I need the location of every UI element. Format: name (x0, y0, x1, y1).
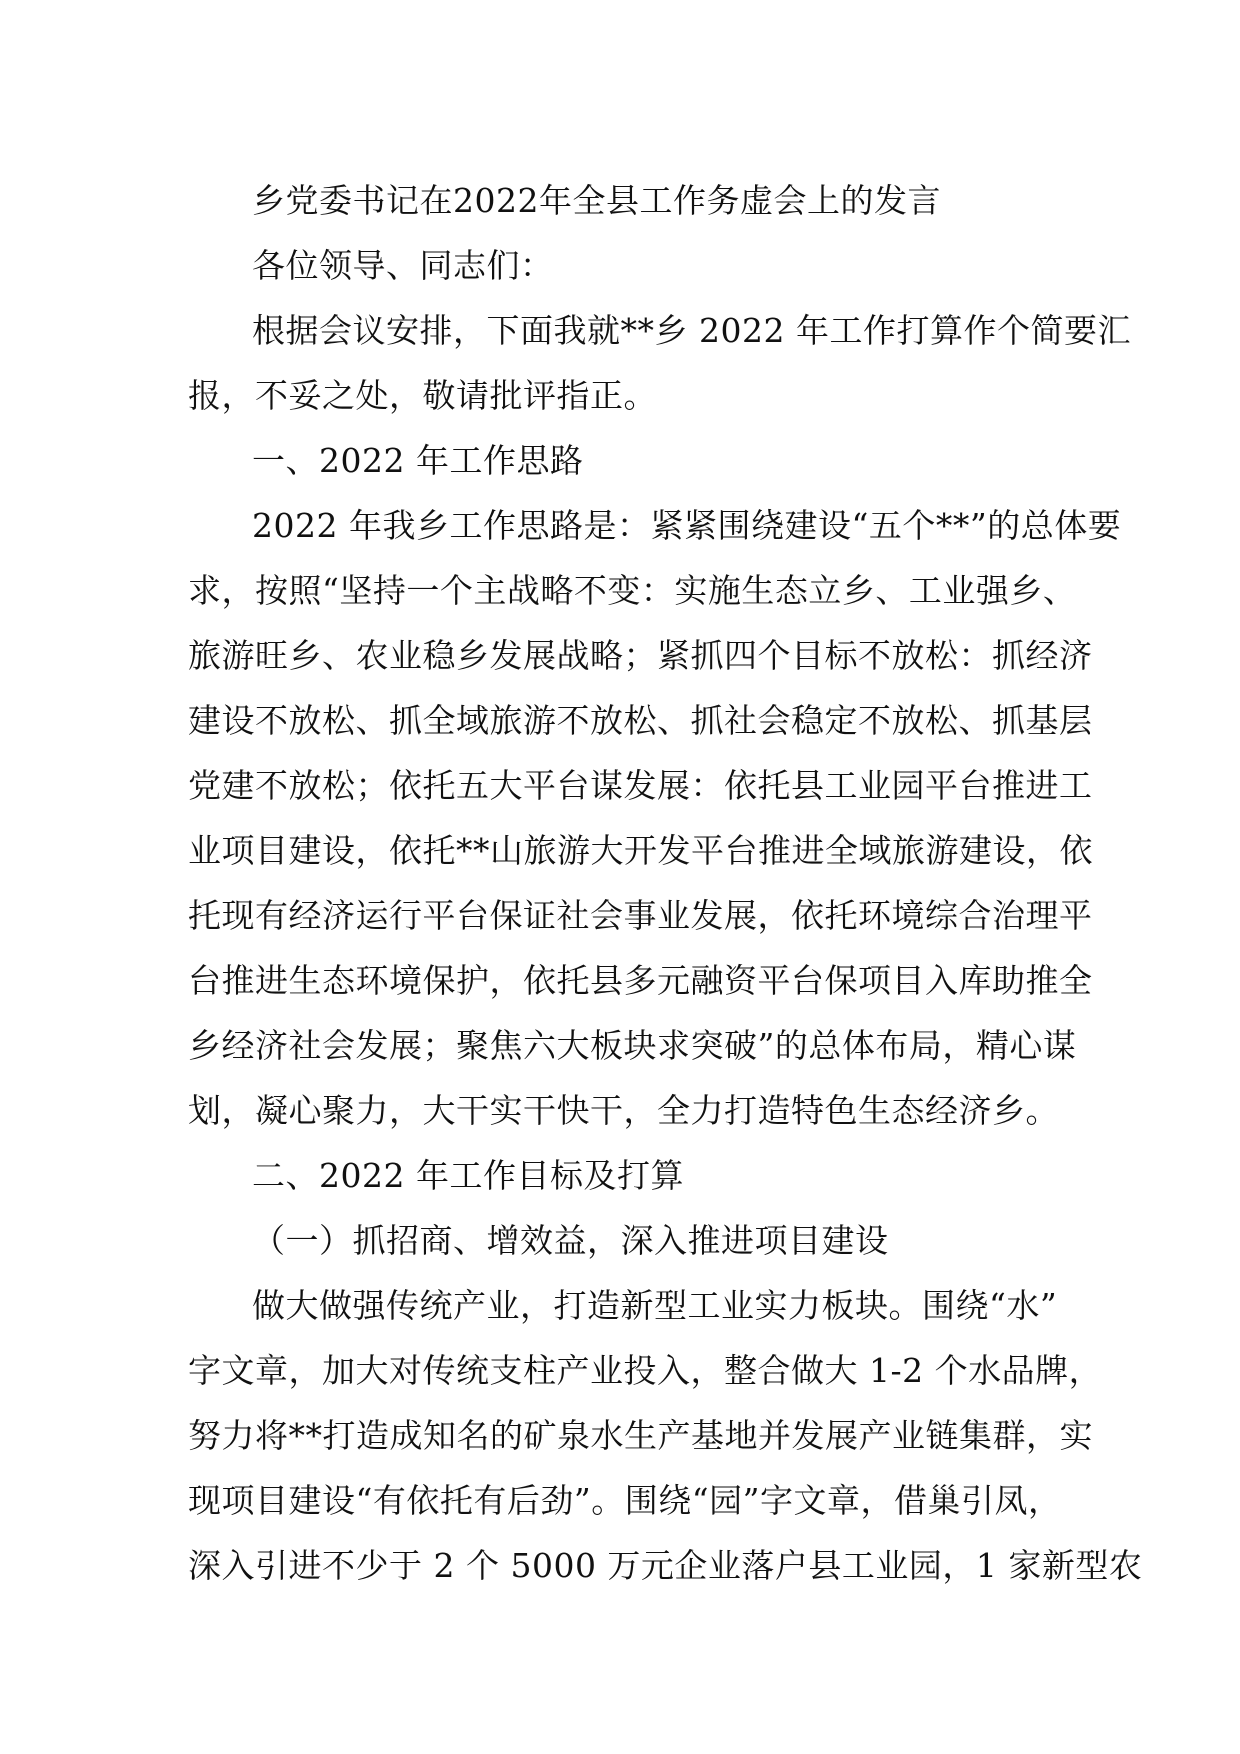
section-heading: 二、2022 年工作目标及打算 (252, 1156, 684, 1195)
paragraph-line: 做大做强传统产业，打造新型工业实力板块。围绕“水” (252, 1286, 1058, 1325)
paragraph-line: 报，不妥之处，敬请批评指正。 (188, 376, 657, 415)
paragraph-line: 旅游旺乡、农业稳乡发展战略；紧抓四个目标不放松：抓经济 (188, 636, 1093, 675)
paragraph-line: 乡经济社会发展；聚焦六大板块求突破”的总体布局，精心谋 (188, 1026, 1077, 1065)
paragraph-line: 根据会议安排，下面我就**乡 2022 年工作打算作个简要汇 (252, 311, 1131, 350)
paragraph-line: 现项目建设“有依托有后劲”。围绕“园”字文章，借巢引凤， (188, 1481, 1062, 1520)
paragraph-line: 台推进生态环境保护，依托县多元融资平台保项目入库助推全 (188, 961, 1093, 1000)
paragraph-line: 划，凝心聚力，大干实干快干，全力打造特色生态经济乡。 (188, 1091, 1059, 1130)
salutation: 各位领导、同志们： (252, 246, 554, 285)
paragraph-line: 业项目建设，依托**山旅游大开发平台推进全域旅游建设，依 (188, 831, 1093, 870)
paragraph-line: 建设不放松、抓全域旅游不放松、抓社会稳定不放松、抓基层 (188, 701, 1093, 740)
document-body (188, 168, 1143, 1598)
paragraph-line: 字文章，加大对传统支柱产业投入，整合做大 1-2 个水品牌， (188, 1351, 1103, 1390)
section-heading: 一、2022 年工作思路 (252, 441, 584, 480)
paragraph-line: 深入引进不少于 2 个 5000 万元企业落户县工业园，1 家新型农 (188, 1546, 1143, 1585)
paragraph-line: 党建不放松；依托五大平台谋发展：依托县工业园平台推进工 (188, 766, 1093, 805)
subsection-heading: （一）抓招商、增效益，深入推进项目建设 (252, 1221, 889, 1260)
paragraph-line: 托现有经济运行平台保证社会事业发展，依托环境综合治理平 (188, 896, 1093, 935)
paragraph-line: 努力将**打造成知名的矿泉水生产基地并发展产业链集群，实 (188, 1416, 1093, 1455)
paragraph-line: 求，按照“坚持一个主战略不变：实施生态立乡、工业强乡、 (188, 571, 1077, 610)
document-title: 乡党委书记在2022年全县工作务虚会上的发言 (252, 181, 941, 220)
paragraph-line: 2022 年我乡工作思路是：紧紧围绕建设“五个**”的总体要 (252, 506, 1122, 545)
